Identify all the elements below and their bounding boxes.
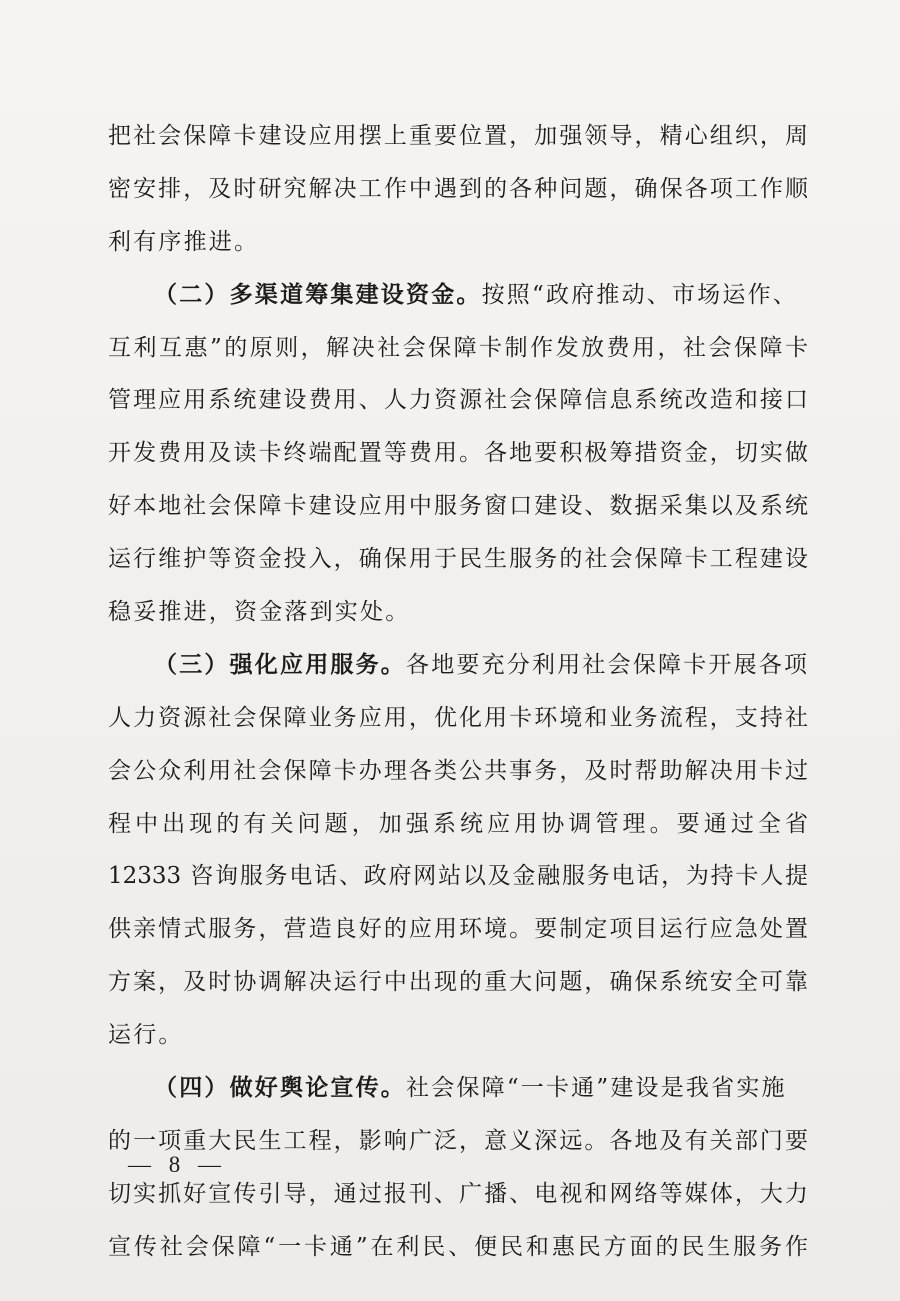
text-line: 12333 咨询服务电话、政府网站以及金融服务电话，为持卡人提	[108, 863, 808, 890]
section-2-number: （二）	[154, 280, 230, 308]
text-line: 的一项重大民生工程，影响广泛，意义深远。各地及有关部门要	[108, 1127, 808, 1154]
text-line: 供亲情式服务，营造良好的应用环境。要制定项目运行应急处置	[108, 916, 808, 943]
text-line: 好本地社会保障卡建设应用中服务窗口建设、数据采集以及系统	[108, 493, 808, 520]
text-line: 运行维护等资金投入，确保用于民生服务的社会保障卡工程建设	[108, 546, 808, 573]
section-4-heading-line	[108, 1062, 808, 1115]
section-2-title: 多渠道筹集建设资金。	[229, 280, 482, 308]
section-3-title: 强化应用服务。	[229, 650, 407, 678]
text-line: 宣传社会保障“一卡通”在利民、便民和惠民方面的民生服务作	[108, 1233, 808, 1260]
text-line: 人力资源社会保障业务应用，优化用卡环境和业务流程，支持社	[108, 704, 808, 731]
text-line: 方案，及时协调解决运行中出现的重大问题，确保系统安全可靠	[108, 969, 808, 996]
section-3-number: （三）	[154, 650, 230, 678]
section-4-number: （四）	[154, 1074, 230, 1102]
text-line: 开发费用及读卡终端配置等费用。各地要积极筹措资金，切实做	[108, 440, 808, 467]
section-2-heading-line	[108, 269, 808, 322]
text-line: 密安排，及时研究解决工作中遇到的各种问题，确保各项工作顺	[108, 175, 808, 202]
text-line: 会公众利用社会保障卡办理各类公共事务，及时帮助解决用卡过	[108, 757, 808, 784]
text-line: 按照“政府推动、市场运作、	[481, 281, 798, 308]
text-line: 把社会保障卡建设应用摆上重要位置，加强领导，精心组织，周	[108, 123, 808, 149]
section-4-title: 做好舆论宣传。	[229, 1074, 407, 1102]
document-body	[108, 110, 808, 1274]
text-line: 切实抓好宣传引导，通过报刊、广播、电视和网络等媒体，大力	[108, 1180, 808, 1207]
text-line: 稳妥推进，资金落到实处。	[108, 599, 411, 626]
text-line: 社会保障“一卡通”建设是我省实施	[406, 1075, 787, 1102]
text-line: 利有序推进。	[108, 228, 260, 255]
text-line: 管理应用系统建设费用、人力资源社会保障信息系统改造和接口	[108, 387, 808, 414]
text-line: 互利互惠”的原则，解决社会保障卡制作发放费用，社会保障卡	[108, 334, 808, 361]
text-line: 各地要充分利用社会保障卡开展各项	[406, 651, 810, 678]
page-number: — 8 —	[128, 1152, 227, 1177]
section-3-heading-line	[108, 639, 808, 692]
text-line: 程中出现的有关问题，加强系统应用协调管理。要通过全省	[108, 810, 808, 837]
text-line: 运行。	[108, 1022, 184, 1049]
